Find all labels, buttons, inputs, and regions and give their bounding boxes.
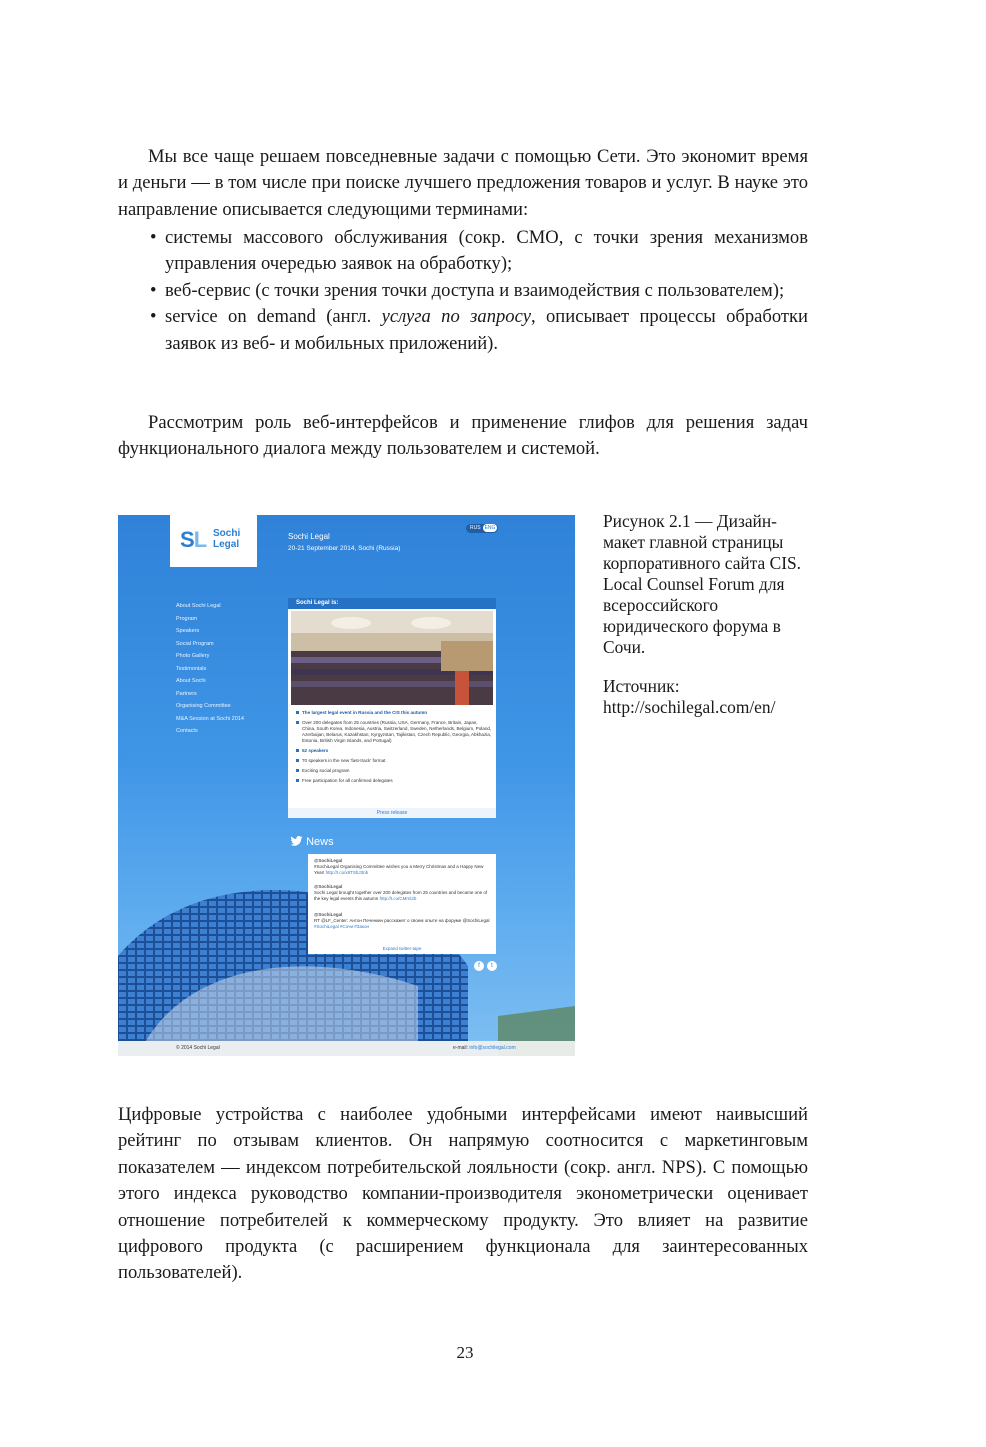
menu-item[interactable]: About Sochi: [176, 678, 206, 684]
source-label: Источник:: [603, 676, 680, 696]
terms-list: [118, 225, 808, 357]
menu-item[interactable]: Speakers: [176, 628, 200, 634]
twitter-icon: [290, 836, 303, 846]
source-url: http://sochilegal.com/en/: [603, 697, 776, 717]
list-item: 70 speakers in the new 'fast-track' format: [296, 758, 492, 764]
paragraph-3: Цифровые устройства с наиболее удобными интерфейсами имеют наивысший рейтинг по отзывам клиентов. Он напрямую соотносится с маркетинговым показателем — индексом потребительской лояльности (сокр. англ. NPS). С помощью этого индекса руководство компании-производителя эконометрически оценивает отношение потребителей к коммерческому продукту. Это влияет на развитие цифрового продукта (с расширением функционала для заинтересованных пользователей).: [118, 1104, 808, 1284]
twitter-round-icon[interactable]: t: [487, 961, 497, 971]
site-footer: [118, 1041, 575, 1056]
list-item: Over 200 delegates from 25 countries (Russia, USA, Germany, France, Britain, Japan, China, South Korea, Indonesia, Austria, Switzerland, Sweden, Netherlands, Belgium, Poland, Azerbaijan, Belarus, Kazakhstan, Kyrgyzstan, Tajikistan, Czech Republic, Georgia, Abkhazia, Estonia, British Virgin Islands, and Portugal): [296, 720, 492, 744]
news-heading: News: [290, 836, 334, 848]
lang-ru[interactable]: RUS: [470, 525, 481, 531]
tweet: @SochiLegal Sochi Legal brought together over 200 delegates from 25 countries and became one of the key legal events this autumn http://t.co/CMrnl2b: [314, 884, 488, 901]
page-number: 23: [456, 1343, 474, 1362]
menu-item[interactable]: Organising Committee: [176, 703, 231, 709]
language-switch[interactable]: [466, 524, 498, 533]
figure-source: [603, 676, 813, 718]
site-subtitle: 20-21 September 2014, Sochi (Russia): [288, 545, 401, 552]
paragraph-2: Рассмотрим роль веб-интерфейсов и применение глифов для решения задач функционального диалога между пользователем и системой.: [118, 412, 808, 460]
menu-item[interactable]: Program: [176, 615, 198, 622]
list-item: Free participation for all confirmed delegates: [296, 778, 492, 784]
list-item: 52 speakers: [296, 748, 492, 754]
list-item: • системы массового обслуживания (сокр. СМО, с точки зрения механизмов управления очередью заявок на обработку);: [150, 227, 808, 275]
menu-item[interactable]: Contacts: [176, 728, 198, 734]
press-release-link[interactable]: Press release: [288, 808, 496, 818]
menu-item[interactable]: M&A Session at Sochi 2014: [176, 715, 244, 722]
card-list: [296, 710, 492, 788]
footer-email: e-mail: info@sochilegal.com: [453, 1045, 516, 1051]
menu-item[interactable]: About Sochi Legal: [176, 603, 221, 609]
lang-en[interactable]: ENG: [484, 525, 496, 531]
website-screenshot: [118, 515, 575, 1056]
menu-item[interactable]: Photo Gallery: [176, 653, 210, 659]
copyright: © 2014 Sochi Legal: [176, 1045, 220, 1051]
site-menu: [176, 600, 244, 738]
menu-item[interactable]: Testimonials: [176, 665, 207, 672]
about-card: [288, 598, 496, 818]
twitter-feed: [308, 854, 496, 954]
conference-photo: [291, 611, 493, 705]
expand-twitter-link[interactable]: Expand twitter-tape: [382, 946, 422, 951]
facebook-icon[interactable]: f: [474, 961, 484, 971]
tweet: @SochiLegal RT @LF_Center: Антон Печенкин расскажет о своем опыте на форуме @SochiLegal #SochiLegal #Сочи #Закон: [314, 912, 490, 929]
menu-item[interactable]: Partners: [176, 690, 197, 697]
list-item: Exciting social program: [296, 768, 492, 774]
intro-paragraph: Мы все чаще решаем повседневные задачи с помощью Сети. Это экономит время и деньги — в том числе при поиске лучшего предложения товаров и услуг. В науке это направление описывается следующими терминами:: [118, 146, 808, 220]
site-logo[interactable]: SL Sochi Legal: [170, 515, 257, 567]
card-title: Sochi Legal is:: [288, 598, 496, 609]
list-item: • service on demand (англ. услуга по запросу, описывает процессы обработки заявок из веб- и мобильных приложений).: [150, 306, 808, 354]
site-title: Sochi Legal: [288, 532, 330, 541]
figure-caption: Рисунок 2.1 — Дизайн-макет главной страницы корпоративного сайта CIS. Local Counsel Forum для всероссийского юридического форума в Сочи.: [603, 511, 802, 657]
list-item: • веб-сервис (с точки зрения точки доступа и взаимодействия с пользователем);: [150, 279, 785, 301]
list-item: The largest legal event in Russia and the CIS this autumn: [296, 710, 492, 716]
menu-item[interactable]: Social Program: [176, 640, 214, 647]
tweet: @SochiLegal #SochiLegal Organising Committee wishes you a Merry Christmas and a Happy New Year! http://t.co/x9TSbJ3nb: [314, 858, 484, 875]
